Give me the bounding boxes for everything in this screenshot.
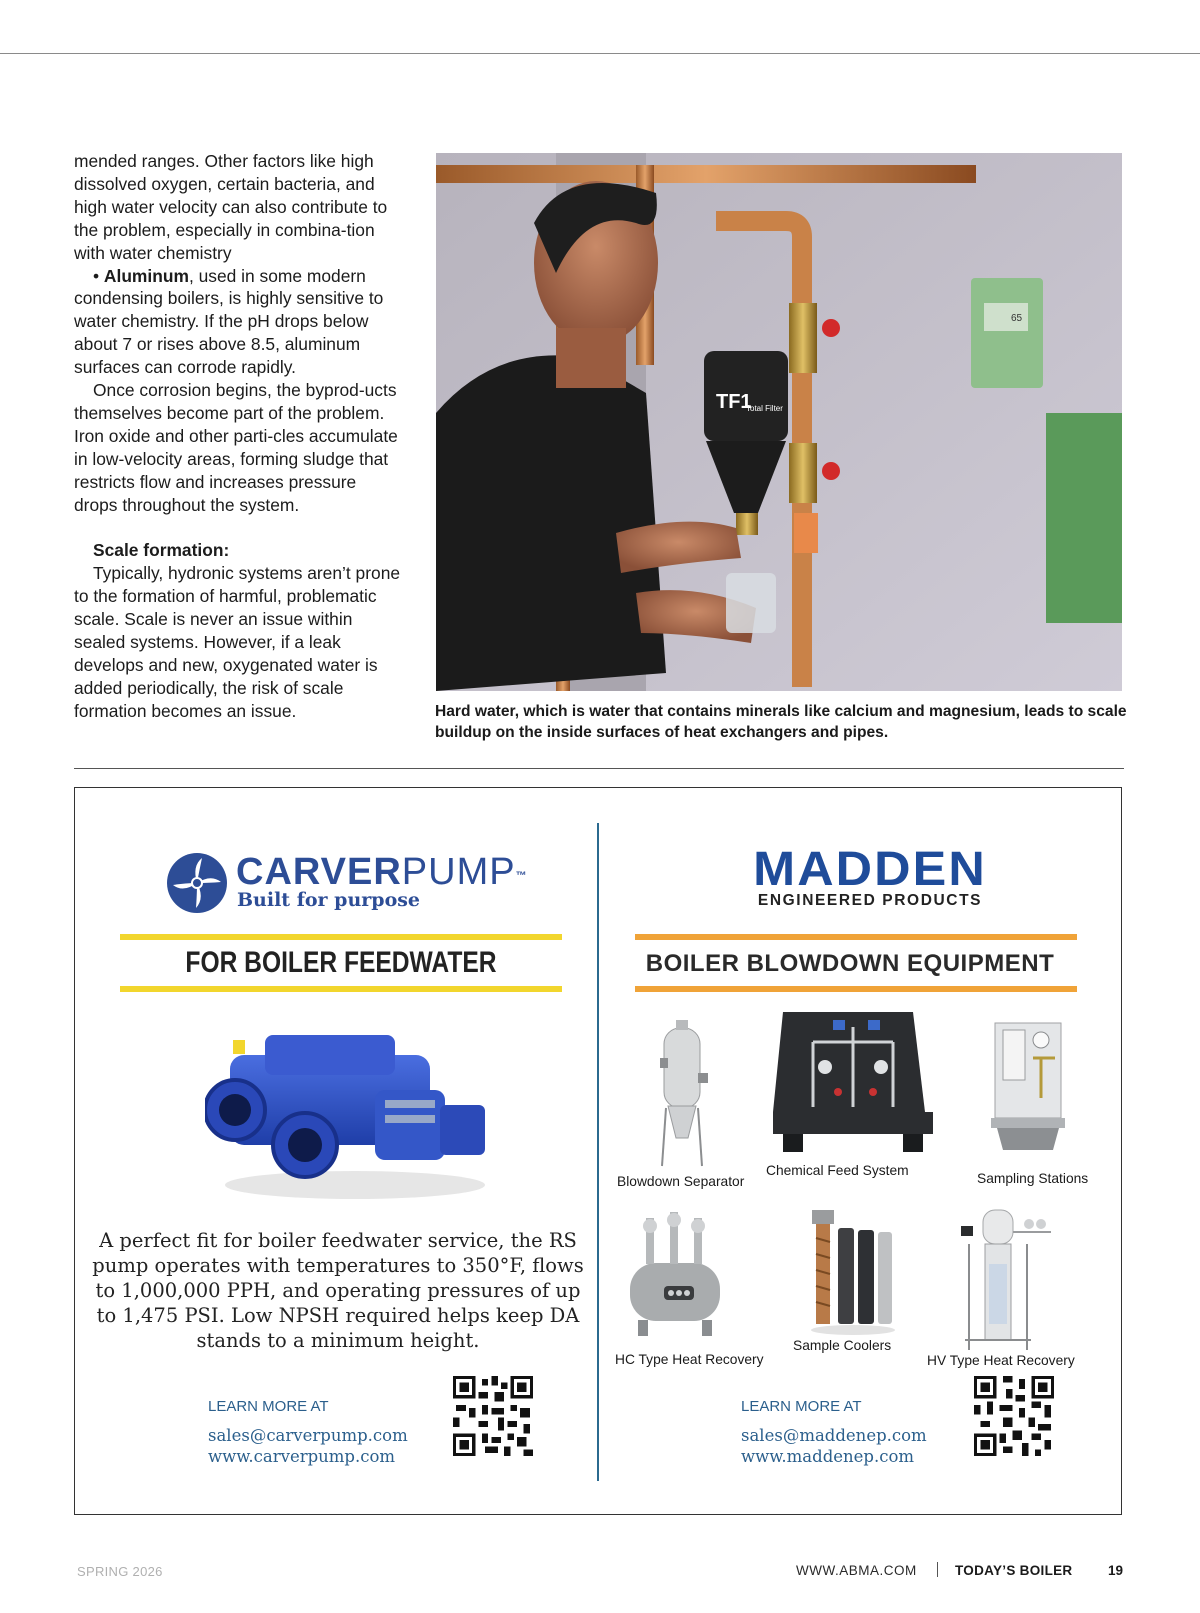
carver-brand: CARVERPUMP™ bbox=[236, 851, 528, 893]
chemical-feed-system-image bbox=[773, 1012, 933, 1154]
carver-description: A perfect fit for boiler feedwater service, the RS pump operates with temperatures to 350°F, flows to 1,000,000 PPH, and operating pressures of up to 1,475 PSI. Low NPSH required helps keep DA stands to a minimum height. bbox=[92, 1229, 584, 1352]
carver-website-link[interactable]: www.carverpump.com bbox=[208, 1447, 396, 1466]
product-label: HV Type Heat Recovery bbox=[927, 1353, 1075, 1368]
page-number: 19 bbox=[1108, 1563, 1124, 1578]
carver-pump-logo-icon bbox=[166, 852, 228, 914]
madden-learn-more: LEARN MORE AT bbox=[741, 1398, 862, 1415]
article-paragraph: Typically, hydronic systems aren’t prone to the formation of harmful, problematic scale. Scale is never an issue within sealed systems. However, if a leak develops and new, oxygenated water is added periodically, the risk of scale formation becomes an issue. bbox=[74, 563, 401, 721]
top-rule bbox=[0, 53, 1200, 54]
aluminum-term: Aluminum bbox=[103, 265, 189, 286]
bullet: • bbox=[93, 265, 104, 286]
orange-bar bbox=[635, 934, 1077, 940]
product-label: Chemical Feed System bbox=[766, 1163, 909, 1178]
product-label: HC Type Heat Recovery bbox=[615, 1352, 764, 1367]
madden-email-link[interactable]: sales@maddenep.com bbox=[741, 1426, 927, 1445]
thermostat-reading: 65 bbox=[1011, 313, 1023, 324]
article-paragraph: mended ranges. Other factors like high dissolved oxygen, certain bacteria, and high water velocity can also contribute to the problem, especially in combina-tion with water chemistry bbox=[74, 151, 388, 263]
issue-label: SPRING 2026 bbox=[77, 1564, 163, 1579]
aluminum-text: , used in some modern condensing boilers, is highly sensitive to water chemistry. If the pH drops below about 7 or rises above 8.5, aluminum surfaces can corrode rapidly. bbox=[74, 265, 384, 378]
magazine-title: TODAY’S BOILER bbox=[955, 1563, 1073, 1578]
photo-caption: Hard water, which is water that contains minerals like calcium and magnesium, leads to scale buildup on the inside surfaces of heat exchangers and pipes. bbox=[435, 703, 1127, 741]
carver-headline: FOR BOILER FEEDWATER bbox=[185, 946, 497, 979]
footer-url-link[interactable]: WWW.ABMA.COM bbox=[796, 1563, 917, 1578]
technician-filter-photo bbox=[436, 153, 1122, 691]
carver-email-link[interactable]: sales@carverpump.com bbox=[208, 1426, 408, 1445]
hv-heat-recovery-image bbox=[955, 1204, 1055, 1352]
rs-pump-image bbox=[205, 1015, 495, 1205]
blowdown-separator-image bbox=[652, 1018, 712, 1168]
yellow-bar bbox=[120, 986, 562, 992]
hc-heat-recovery-image bbox=[626, 1208, 726, 1338]
section-divider bbox=[74, 768, 1124, 769]
filter-sublabel: Total Filter bbox=[746, 404, 783, 413]
article-paragraph: Once corrosion begins, the byprod-ucts themselves become part of the problem. Iron oxide and other parti-cles accumulate in low-velocity areas, forming sludge that restricts flow and increases pressure drops throughout the system. bbox=[74, 380, 398, 515]
madden-website-link[interactable]: www.maddenep.com bbox=[741, 1447, 915, 1466]
article-column bbox=[74, 150, 404, 723]
carver-contact bbox=[208, 1425, 408, 1467]
product-label: Sample Coolers bbox=[793, 1338, 892, 1353]
madden-contact bbox=[741, 1425, 927, 1467]
orange-bar bbox=[635, 986, 1077, 992]
product-label: Blowdown Separator bbox=[617, 1174, 745, 1189]
madden-headline: BOILER BLOWDOWN EQUIPMENT bbox=[645, 950, 1055, 977]
sampling-station-image bbox=[985, 1018, 1071, 1153]
sample-coolers-image bbox=[808, 1208, 898, 1336]
ad-divider bbox=[597, 823, 599, 1481]
section-heading: Scale formation: bbox=[93, 540, 230, 561]
filter-label: TF1 bbox=[716, 391, 752, 413]
madden-brand: MADDEN bbox=[753, 843, 987, 896]
article-paragraph-aluminum bbox=[74, 265, 404, 380]
footer-separator bbox=[937, 1562, 938, 1577]
carver-learn-more: LEARN MORE AT bbox=[208, 1398, 329, 1415]
madden-qr-code-icon[interactable] bbox=[974, 1376, 1054, 1456]
carver-qr-code-icon[interactable] bbox=[453, 1376, 533, 1456]
madden-subbrand: ENGINEERED PRODUCTS bbox=[757, 892, 983, 909]
article-photo bbox=[436, 153, 1122, 691]
product-label: Sampling Stations bbox=[977, 1171, 1089, 1186]
yellow-bar bbox=[120, 934, 562, 940]
carver-tagline: Built for purpose bbox=[237, 889, 421, 911]
